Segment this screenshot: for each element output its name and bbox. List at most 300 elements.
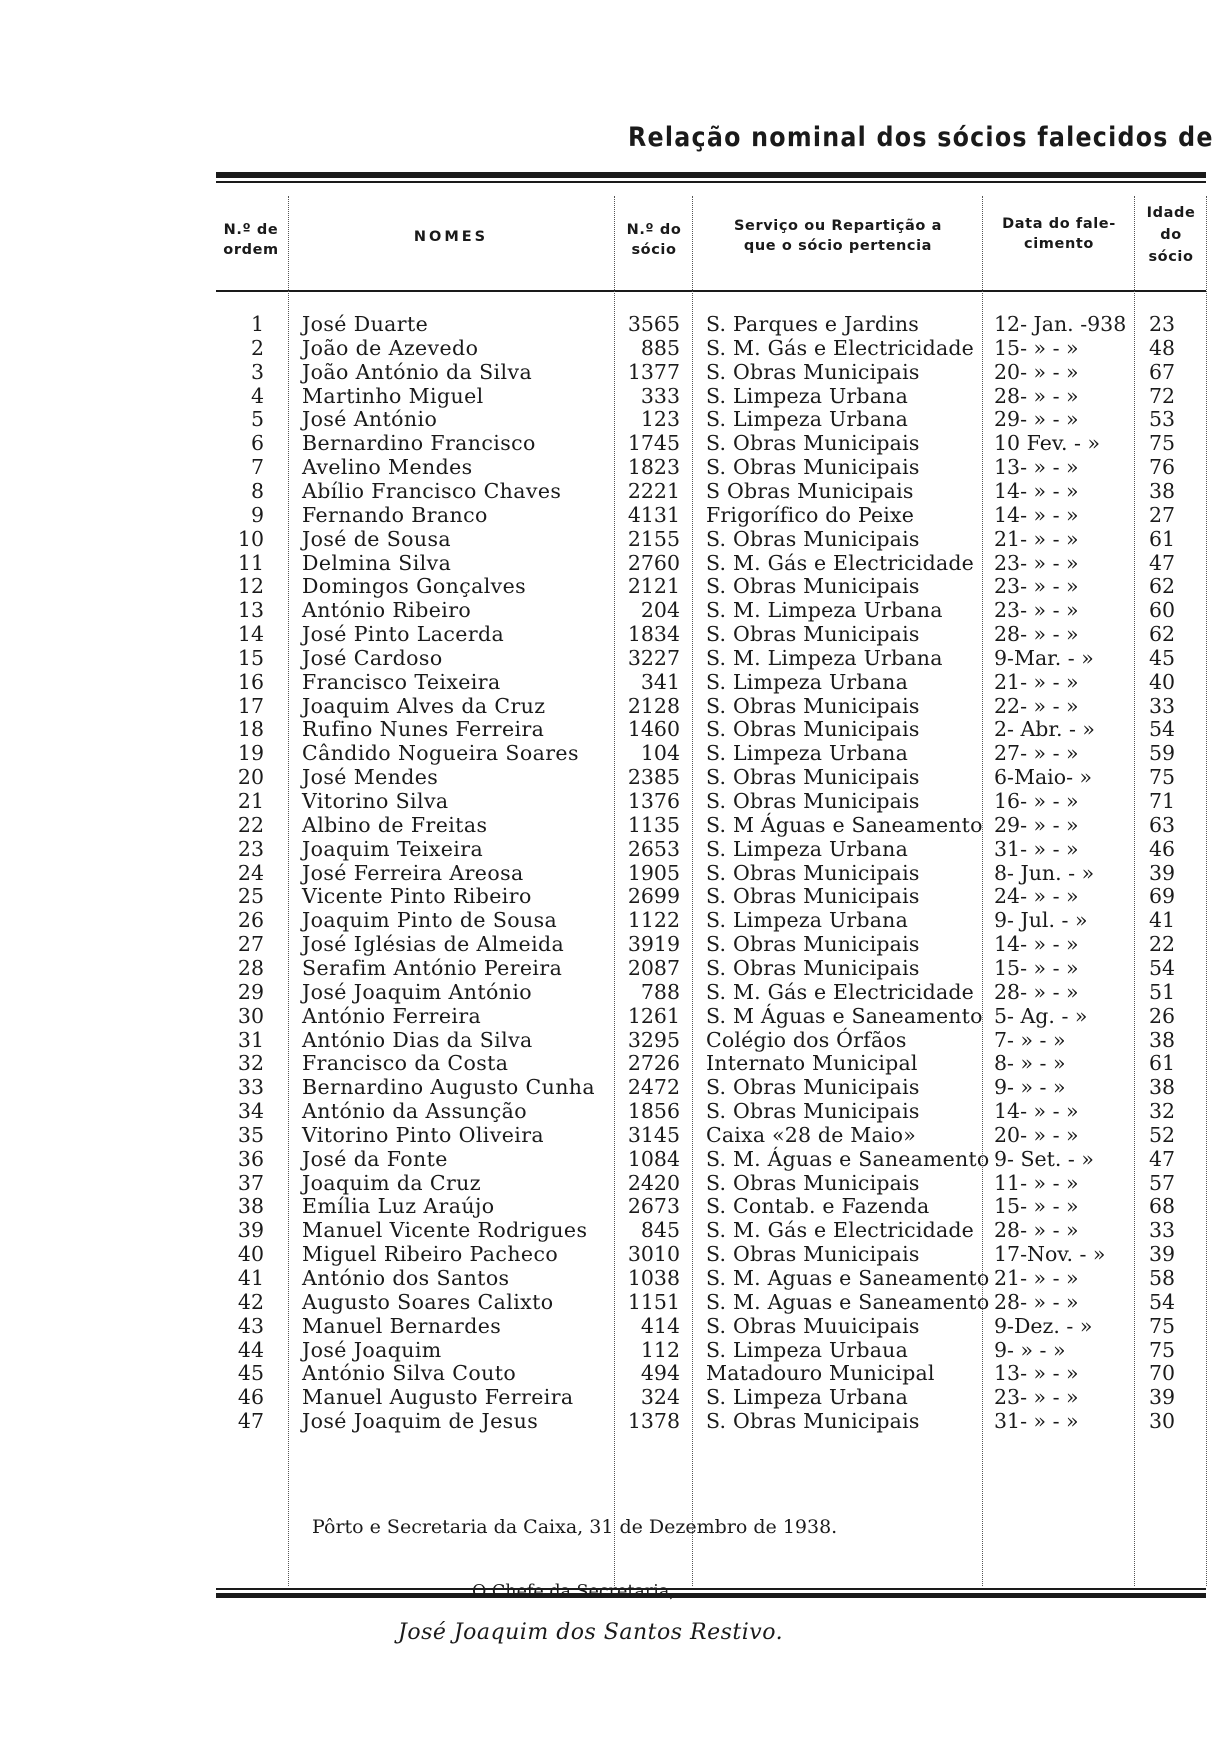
name-cell: Rufino Nunes Ferreira: [302, 717, 545, 742]
page-title: Relação nominal dos sócios falecidos de: [628, 122, 1214, 153]
member-number-cell: 3010: [627, 1242, 680, 1267]
table-row: [0, 1338, 1216, 1362]
table-row: [0, 312, 1216, 336]
member-number-cell: 104: [640, 741, 680, 766]
table-row: [0, 1218, 1216, 1242]
name-cell: Albino de Freitas: [302, 812, 488, 837]
member-number-cell: 2472: [627, 1075, 680, 1100]
header-date: Data do fale- cimento: [1002, 216, 1116, 252]
order-cell: 6: [250, 431, 264, 456]
footer-place-date: Pôrto e Secretaria da Caixa, 31 de Dezembro de 1938.: [312, 1516, 838, 1538]
order-cell: 36: [237, 1146, 264, 1171]
table-row: [0, 765, 1216, 789]
age-cell: 58: [1148, 1266, 1176, 1290]
age-cell: 47: [1148, 550, 1176, 575]
age-cell: 39: [1148, 1385, 1176, 1410]
table-row: [0, 837, 1216, 861]
name-cell: José Ferreira Areosa: [302, 860, 524, 885]
name-cell: Cândido Nogueira Soares: [302, 741, 579, 766]
member-number-cell: 2121: [627, 574, 680, 599]
death-date-cell: 23- » - »: [994, 1385, 1079, 1410]
member-number-cell: 2420: [627, 1170, 680, 1195]
service-cell: S. Obras Municipais: [706, 1242, 920, 1267]
age-cell: 57: [1148, 1170, 1176, 1195]
table-row: [0, 479, 1216, 503]
death-date-cell: 31- » - »: [994, 1409, 1079, 1434]
order-cell: 39: [237, 1218, 264, 1243]
member-number-cell: 2087: [627, 955, 680, 980]
member-number-cell: 1823: [627, 455, 680, 480]
death-date-cell: 20- » - »: [994, 1122, 1079, 1147]
death-date-cell: 16- » - »: [994, 789, 1079, 813]
age-cell: 51: [1148, 979, 1176, 1004]
age-cell: 38: [1148, 1027, 1176, 1052]
order-cell: 2: [250, 335, 264, 360]
name-cell: José Duarte: [302, 312, 429, 336]
death-date-cell: 28- » - »: [994, 979, 1079, 1004]
name-cell: António Ferreira: [302, 1003, 482, 1028]
order-cell: 40: [237, 1242, 264, 1267]
table-row: [0, 431, 1216, 455]
table-row: [0, 813, 1216, 837]
service-cell: Matadouro Municipal: [706, 1361, 935, 1386]
age-cell: 75: [1148, 1313, 1176, 1338]
service-cell: S. Obras Municipais: [706, 1170, 920, 1195]
service-cell: S. Parques e Jardins: [706, 312, 920, 336]
name-cell: António Dias da Silva: [302, 1027, 533, 1052]
order-cell: 10: [237, 526, 264, 551]
age-cell: 47: [1148, 1146, 1176, 1171]
age-cell: 33: [1148, 1218, 1176, 1243]
table-row: [0, 384, 1216, 408]
member-number-cell: 1135: [627, 812, 680, 837]
name-cell: Francisco Teixeira: [302, 669, 501, 694]
age-cell: 41: [1148, 908, 1176, 933]
order-cell: 8: [250, 478, 264, 503]
order-cell: 1: [250, 312, 264, 336]
order-cell: 9: [250, 502, 264, 527]
order-cell: 30: [237, 1003, 264, 1028]
age-cell: 76: [1148, 455, 1176, 480]
order-cell: 16: [237, 669, 264, 694]
table-row: [0, 1123, 1216, 1147]
age-cell: 38: [1148, 478, 1176, 503]
member-number-cell: 1151: [627, 1289, 680, 1314]
age-cell: 46: [1148, 836, 1176, 861]
service-cell: S. Obras Municipais: [706, 789, 920, 813]
table-row: [0, 598, 1216, 622]
order-cell: 18: [237, 717, 264, 742]
service-cell: S. M. Gás e Electricidade: [706, 335, 975, 360]
death-date-cell: 12- Jan. -938: [994, 312, 1127, 336]
age-cell: 27: [1148, 502, 1176, 527]
service-cell: S. M. Gás e Electricidade: [706, 979, 975, 1004]
service-cell: S. M Águas e Saneamento: [706, 812, 983, 837]
table-row: [0, 1314, 1216, 1338]
death-date-cell: 7- » - »: [994, 1027, 1066, 1052]
name-cell: Avelino Mendes: [302, 455, 473, 480]
member-number-cell: 1378: [627, 1409, 680, 1434]
order-cell: 34: [237, 1099, 264, 1124]
table-row: [0, 407, 1216, 431]
age-cell: 54: [1148, 1289, 1176, 1314]
table-row: [0, 789, 1216, 813]
member-number-cell: 2699: [627, 884, 680, 909]
age-cell: 52: [1148, 1122, 1176, 1147]
member-number-cell: 2221: [627, 478, 680, 503]
member-number-cell: 3565: [627, 312, 680, 336]
age-cell: 32: [1148, 1099, 1176, 1124]
member-number-cell: 2760: [627, 550, 680, 575]
service-cell: S. Limpeza Urbana: [706, 669, 908, 694]
table-row: [0, 646, 1216, 670]
death-date-cell: 28- » - »: [994, 1289, 1079, 1314]
service-cell: S. Obras Municipais: [706, 1075, 920, 1100]
death-date-cell: 2- Abr. - »: [994, 717, 1095, 742]
header-names: NOMES: [413, 229, 489, 245]
name-cell: José Joaquim de Jesus: [302, 1409, 539, 1434]
table-row: [0, 741, 1216, 765]
bottom-rule: [216, 1588, 1206, 1590]
order-cell: 23: [237, 836, 264, 861]
name-cell: António da Assunção: [302, 1099, 527, 1124]
table-row: [0, 1266, 1216, 1290]
age-cell: 38: [1148, 1075, 1176, 1100]
death-date-cell: 15- » - »: [994, 1194, 1079, 1219]
service-cell: S Obras Municipais: [706, 478, 914, 503]
death-date-cell: 23- » - »: [994, 574, 1079, 599]
death-date-cell: 9- » - »: [994, 1075, 1066, 1100]
name-cell: José Joaquim António: [302, 979, 533, 1004]
name-cell: José Cardoso: [302, 645, 443, 670]
death-date-cell: 15- » - »: [994, 955, 1079, 980]
death-date-cell: 13- » - »: [994, 1361, 1079, 1386]
table-row: [0, 1099, 1216, 1123]
member-number-cell: 3295: [627, 1027, 680, 1052]
name-cell: Francisco da Costa: [302, 1051, 509, 1076]
name-cell: Abílio Francisco Chaves: [302, 478, 562, 503]
service-cell: S. Obras Municipais: [706, 574, 920, 599]
death-date-cell: 5- Ag. - »: [994, 1003, 1088, 1028]
table-row: [0, 1242, 1216, 1266]
service-cell: S. M. Gás e Electricidade: [706, 1218, 975, 1243]
order-cell: 17: [237, 693, 264, 718]
member-number-cell: 4131: [627, 502, 680, 527]
death-date-cell: 8- Jun. - »: [994, 860, 1095, 885]
table-row: [0, 1361, 1216, 1385]
service-cell: S. Obras Municipais: [706, 526, 920, 551]
death-date-cell: 23- » - »: [994, 550, 1079, 575]
table-row: [0, 717, 1216, 741]
table-row: [0, 1051, 1216, 1075]
table-row: [0, 694, 1216, 718]
order-cell: 7: [250, 455, 264, 480]
name-cell: Joaquim Pinto de Sousa: [302, 908, 558, 933]
order-cell: 21: [237, 789, 264, 813]
order-cell: 31: [237, 1027, 264, 1052]
name-cell: Miguel Ribeiro Pacheco: [302, 1242, 559, 1267]
service-cell: S. Limpeza Urbana: [706, 407, 908, 432]
service-cell: S. Obras Municipais: [706, 455, 920, 480]
name-cell: José António: [302, 407, 438, 432]
death-date-cell: 24- » - »: [994, 884, 1079, 909]
death-date-cell: 29- » - »: [994, 812, 1079, 837]
member-number-cell: 1261: [627, 1003, 680, 1028]
age-cell: 61: [1148, 526, 1176, 551]
member-number-cell: 1460: [627, 717, 680, 742]
name-cell: Vitorino Pinto Oliveira: [302, 1122, 545, 1147]
order-cell: 44: [237, 1337, 264, 1362]
order-cell: 12: [237, 574, 264, 599]
table-row: [0, 1075, 1216, 1099]
name-cell: Bernardino Francisco: [302, 431, 536, 456]
name-cell: Manuel Vicente Rodrigues: [302, 1218, 588, 1243]
service-cell: S. M. Águas e Saneamento: [706, 1146, 990, 1171]
member-number-cell: 2385: [627, 765, 680, 790]
service-cell: S. Limpeza Urbana: [706, 908, 908, 933]
name-cell: João António da Silva: [302, 359, 533, 384]
member-number-cell: 1745: [627, 431, 680, 456]
member-number-cell: 1377: [627, 359, 680, 384]
death-date-cell: 17-Nov. - »: [994, 1242, 1106, 1267]
header-age: Idade do sócio: [1146, 205, 1196, 265]
age-cell: 69: [1148, 884, 1176, 909]
member-number-cell: 1376: [627, 789, 680, 813]
order-cell: 42: [237, 1289, 264, 1314]
order-cell: 4: [250, 383, 264, 408]
service-cell: S. M. Aguas e Saneamento: [706, 1266, 990, 1290]
service-cell: S. Obras Municipais: [706, 932, 920, 957]
footer-role: O Chefe da Secretaria,: [472, 1582, 675, 1602]
service-cell: S. Obras Municipais: [706, 884, 920, 909]
name-cell: João de Azevedo: [302, 335, 479, 360]
table-row: [0, 360, 1216, 384]
age-cell: 30: [1148, 1409, 1176, 1434]
header-separator: [216, 290, 1206, 292]
death-date-cell: 9- Jul. - »: [994, 908, 1088, 933]
order-cell: 14: [237, 622, 264, 647]
member-number-cell: 1084: [627, 1146, 680, 1171]
age-cell: 39: [1148, 860, 1176, 885]
death-date-cell: 14- » - »: [994, 502, 1079, 527]
age-cell: 40: [1148, 669, 1176, 694]
death-date-cell: 14- » - »: [994, 932, 1079, 957]
table-row: [0, 336, 1216, 360]
death-date-cell: 21- » - »: [994, 669, 1079, 694]
age-cell: 53: [1148, 407, 1176, 432]
service-cell: S. Obras Municipais: [706, 1099, 920, 1124]
order-cell: 38: [237, 1194, 264, 1219]
order-cell: 46: [237, 1385, 264, 1410]
table-row: [0, 527, 1216, 551]
service-cell: S. Obras Municipais: [706, 359, 920, 384]
service-cell: S. M. Limpeza Urbana: [706, 598, 943, 623]
age-cell: 75: [1148, 431, 1176, 456]
order-cell: 13: [237, 598, 264, 623]
age-cell: 63: [1148, 812, 1176, 837]
age-cell: 59: [1148, 741, 1176, 766]
order-cell: 15: [237, 645, 264, 670]
order-cell: 32: [237, 1051, 264, 1076]
member-number-cell: 2726: [627, 1051, 680, 1076]
service-cell: S. Limpeza Urbana: [706, 1385, 908, 1410]
name-cell: António Ribeiro: [302, 598, 472, 623]
death-date-cell: 15- » - »: [994, 335, 1079, 360]
service-cell: S. Limpeza Urbana: [706, 836, 908, 861]
death-date-cell: 6-Maio- »: [994, 765, 1093, 790]
age-cell: 62: [1148, 574, 1176, 599]
death-date-cell: 11- » - »: [994, 1170, 1079, 1195]
age-cell: 62: [1148, 622, 1176, 647]
table-row: [0, 574, 1216, 598]
service-cell: S. Obras Municipais: [706, 717, 920, 742]
member-number-cell: 112: [640, 1337, 680, 1362]
member-number-cell: 204: [640, 598, 680, 623]
order-cell: 11: [237, 550, 264, 575]
order-cell: 37: [237, 1170, 264, 1195]
member-number-cell: 1122: [627, 908, 680, 933]
table-row: [0, 861, 1216, 885]
age-cell: 39: [1148, 1242, 1176, 1267]
member-number-cell: 1905: [627, 860, 680, 885]
table-row: [0, 884, 1216, 908]
death-date-cell: 9-Dez. - »: [994, 1313, 1093, 1338]
name-cell: Serafim António Pereira: [302, 955, 563, 980]
age-cell: 68: [1148, 1194, 1176, 1219]
table-row: [0, 956, 1216, 980]
service-cell: S. M Águas e Saneamento: [706, 1003, 983, 1028]
member-number-cell: 123: [640, 407, 680, 432]
death-date-cell: 31- » - »: [994, 836, 1079, 861]
name-cell: José Iglésias de Almeida: [302, 932, 565, 957]
order-cell: 25: [237, 884, 264, 909]
death-date-cell: 21- » - »: [994, 526, 1079, 551]
member-number-cell: 3919: [627, 932, 680, 957]
service-cell: Frigorífico do Peixe: [706, 502, 915, 527]
age-cell: 22: [1148, 932, 1176, 957]
service-cell: S. M. Aguas e Saneamento: [706, 1289, 990, 1314]
service-cell: Colégio dos Órfãos: [706, 1027, 907, 1052]
table-row: [0, 455, 1216, 479]
service-cell: S. M. Gás e Electricidade: [706, 550, 975, 575]
death-date-cell: 10 Fev. - »: [994, 431, 1101, 456]
service-cell: S. Limpeza Urbana: [706, 383, 908, 408]
order-cell: 3: [250, 359, 264, 384]
member-number-cell: 324: [640, 1385, 680, 1410]
member-number-cell: 414: [640, 1313, 680, 1338]
member-number-cell: 2673: [627, 1194, 680, 1219]
member-number-cell: 1834: [627, 622, 680, 647]
age-cell: 54: [1148, 955, 1176, 980]
name-cell: Joaquim Alves da Cruz: [302, 693, 546, 718]
death-date-cell: 8- » - »: [994, 1051, 1066, 1076]
age-cell: 26: [1148, 1003, 1176, 1028]
death-date-cell: 23- » - »: [994, 598, 1079, 623]
death-date-cell: 14- » - »: [994, 1099, 1079, 1124]
service-cell: S. M. Limpeza Urbana: [706, 645, 943, 670]
age-cell: 54: [1148, 717, 1176, 742]
header-service: Serviço ou Repartição a que o sócio pertencia: [734, 218, 942, 254]
table-row: [0, 932, 1216, 956]
order-cell: 47: [237, 1409, 264, 1434]
name-cell: António dos Santos: [302, 1266, 510, 1290]
name-cell: Joaquim Teixeira: [302, 836, 484, 861]
bottom-rule-thick: [216, 1593, 1206, 1598]
death-date-cell: 28- » - »: [994, 383, 1079, 408]
age-cell: 72: [1148, 383, 1176, 408]
service-cell: S. Obras Municipais: [706, 955, 920, 980]
name-cell: Augusto Soares Calixto: [302, 1289, 554, 1314]
service-cell: S. Obras Municipais: [706, 765, 920, 790]
member-number-cell: 2653: [627, 836, 680, 861]
table-row: [0, 908, 1216, 932]
name-cell: José Mendes: [302, 765, 439, 790]
table-row: [0, 503, 1216, 527]
service-cell: S. Obras Municipais: [706, 622, 920, 647]
table-row: [0, 1409, 1216, 1433]
table-row: [0, 551, 1216, 575]
service-cell: S. Contab. e Fazenda: [706, 1194, 930, 1219]
member-number-cell: 1038: [627, 1266, 680, 1290]
name-cell: Bernardino Augusto Cunha: [302, 1075, 596, 1100]
name-cell: António Silva Couto: [302, 1361, 517, 1386]
top-rule: [216, 172, 1206, 178]
age-cell: 60: [1148, 598, 1176, 623]
death-date-cell: 29- » - »: [994, 407, 1079, 432]
order-cell: 43: [237, 1313, 264, 1338]
name-cell: Manuel Bernardes: [302, 1313, 502, 1338]
table-row: [0, 1171, 1216, 1195]
member-number-cell: 341: [640, 669, 680, 694]
order-cell: 20: [237, 765, 264, 790]
age-cell: 61: [1148, 1051, 1176, 1076]
age-cell: 23: [1148, 312, 1176, 336]
order-cell: 29: [237, 979, 264, 1004]
age-cell: 45: [1148, 645, 1176, 670]
death-date-cell: 9- » - »: [994, 1337, 1066, 1362]
death-date-cell: 28- » - »: [994, 622, 1079, 647]
order-cell: 35: [237, 1122, 264, 1147]
order-cell: 27: [237, 932, 264, 957]
death-date-cell: 9- Set. - »: [994, 1146, 1094, 1171]
age-cell: 70: [1148, 1361, 1176, 1386]
death-date-cell: 22- » - »: [994, 693, 1079, 718]
header-number: N.º do sócio: [626, 222, 682, 258]
death-date-cell: 13- » - »: [994, 455, 1079, 480]
member-number-cell: 1856: [627, 1099, 680, 1124]
service-cell: S. Obras Municipais: [706, 693, 920, 718]
name-cell: José de Sousa: [302, 526, 452, 551]
member-number-cell: 333: [640, 383, 680, 408]
name-cell: José Pinto Lacerda: [302, 622, 505, 647]
order-cell: 26: [237, 908, 264, 933]
service-cell: Internato Municipal: [706, 1051, 918, 1076]
age-cell: 48: [1148, 335, 1176, 360]
table-row: [0, 980, 1216, 1004]
order-cell: 41: [237, 1266, 264, 1290]
table-row: [0, 1385, 1216, 1409]
order-cell: 19: [237, 741, 264, 766]
service-cell: S. Obras Municipais: [706, 860, 920, 885]
death-date-cell: 9-Mar. - »: [994, 645, 1094, 670]
table-row: [0, 1290, 1216, 1314]
table-row: [0, 1028, 1216, 1052]
name-cell: Fernando Branco: [302, 502, 488, 527]
table-row: [0, 1194, 1216, 1218]
death-date-cell: 20- » - »: [994, 359, 1079, 384]
name-cell: Domingos Gonçalves: [302, 574, 527, 599]
table-row: [0, 670, 1216, 694]
